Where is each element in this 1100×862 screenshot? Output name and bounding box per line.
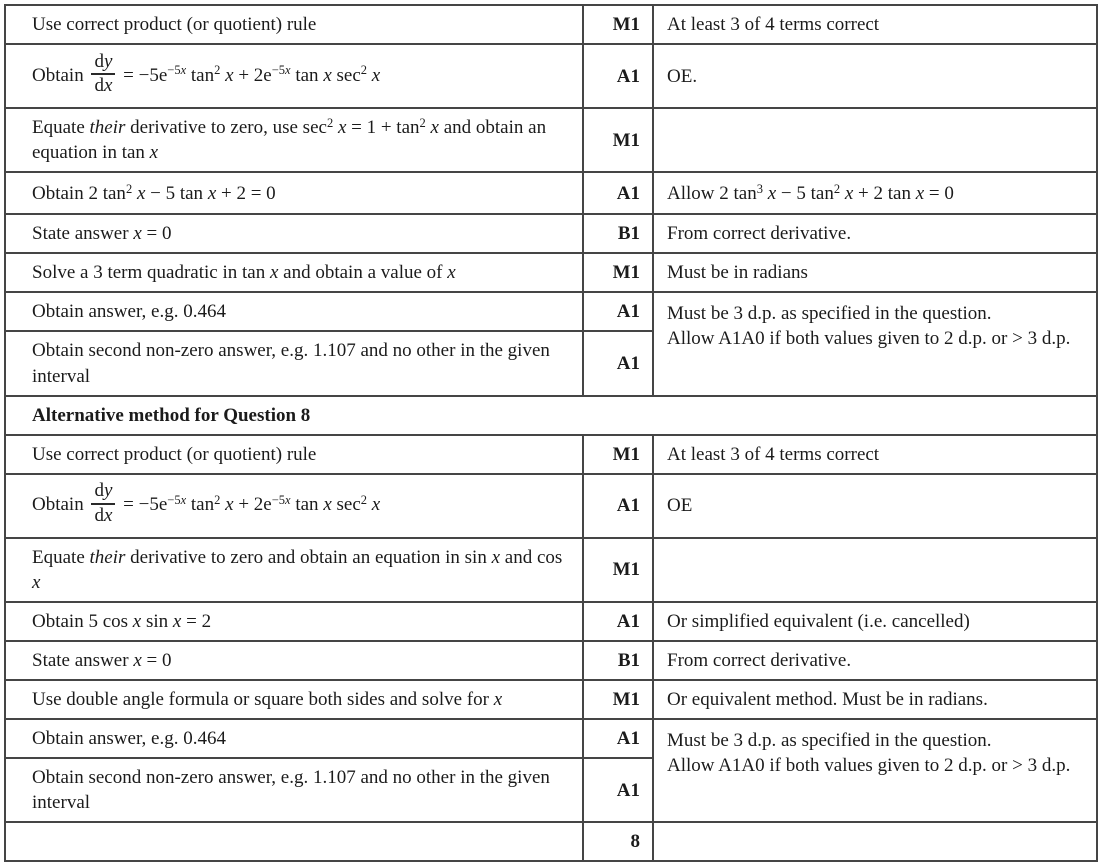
mark-awarded-cell: B1 (583, 641, 653, 680)
alternative-method-header-row (5, 396, 1097, 435)
table-row (5, 253, 1097, 292)
table-row (5, 602, 1097, 641)
table-row (5, 214, 1097, 253)
mark-awarded-cell: M1 (583, 108, 653, 172)
mark-awarded-cell: M1 (583, 538, 653, 602)
mark-awarded-cell: M1 (583, 680, 653, 719)
guidance-cell: Allow 2 $\tan^3 x - 5$ $\tan^2 x + 2$ tan x = 0 (653, 172, 1097, 214)
table-row (5, 44, 1097, 108)
marking-criterion-cell: Use correct product (or quotient) rule (5, 5, 583, 44)
total-row (5, 822, 1097, 861)
marking-criterion-cell: Obtain $\frac{dy}{dx}$ = $-5e^{-5x}$ $\tan^2 x + 2e^{-5x}$ tan x $\sec^2 x$ (5, 474, 583, 538)
marking-criterion-cell: Obtain 2 $\tan^2 x - 5$ tan x + 2 = 0 (5, 172, 583, 214)
guidance-cell: Must be 3 d.p. as specified in the question. Allow A1A0 if both values given to 2 d.p. or > 3 d.p. (653, 292, 1097, 395)
marking-criterion-cell: Use correct product (or quotient) rule (5, 435, 583, 474)
table-row (5, 474, 1097, 538)
guidance-cell (653, 108, 1097, 172)
mark-awarded-cell: A1 (583, 719, 653, 758)
guidance-cell: OE (653, 474, 1097, 538)
mark-awarded-cell: A1 (583, 172, 653, 214)
table-row (5, 719, 1097, 758)
guidance-cell: From correct derivative. (653, 641, 1097, 680)
guidance-cell: From correct derivative. (653, 214, 1097, 253)
guidance-cell: Or equivalent method. Must be in radians. (653, 680, 1097, 719)
guidance-cell: At least 3 of 4 terms correct (653, 5, 1097, 44)
mark-awarded-cell: B1 (583, 214, 653, 253)
mark-awarded-cell: A1 (583, 292, 653, 331)
mark-awarded-cell: A1 (583, 474, 653, 538)
alternative-method-header: Alternative method for Question 8 (5, 396, 1097, 435)
table-row (5, 292, 1097, 331)
guidance-cell: OE. (653, 44, 1097, 108)
marking-criterion-cell: Obtain $\frac{dy}{dx}$ = $-5e^{-5x}$ $\tan^2 x + 2e^{-5x}$ tan x $\sec^2 x$ (5, 44, 583, 108)
mark-awarded-cell: A1 (583, 44, 653, 108)
marking-criterion-cell: Obtain 5 cos x sin x = 2 (5, 602, 583, 641)
total-marks-cell: 8 (583, 822, 653, 861)
guidance-cell (653, 538, 1097, 602)
marking-criterion-cell: Equate their derivative to zero and obtain an equation in sin x and cos x (5, 538, 583, 602)
table-row (5, 5, 1097, 44)
guidance-cell: At least 3 of 4 terms correct (653, 435, 1097, 474)
marking-criterion-cell: State answer x = 0 (5, 641, 583, 680)
table-row (5, 641, 1097, 680)
guidance-cell: Or simplified equivalent (i.e. cancelled) (653, 602, 1097, 641)
mark-awarded-cell: A1 (583, 331, 653, 395)
marking-criterion-cell (5, 822, 583, 861)
table-row (5, 538, 1097, 602)
marking-criterion-cell: Obtain answer, e.g. 0.464 (5, 719, 583, 758)
guidance-cell: Must be in radians (653, 253, 1097, 292)
table-row (5, 680, 1097, 719)
mark-awarded-cell: M1 (583, 5, 653, 44)
marking-criterion-cell: Obtain second non-zero answer, e.g. 1.107 and no other in the given interval (5, 758, 583, 822)
table-row (5, 108, 1097, 172)
marking-criterion-cell: State answer x = 0 (5, 214, 583, 253)
marking-criterion-cell: Obtain second non-zero answer, e.g. 1.107 and no other in the given interval (5, 331, 583, 395)
marking-criterion-cell: Use double angle formula or square both sides and solve for x (5, 680, 583, 719)
table-row (5, 435, 1097, 474)
mark-awarded-cell: M1 (583, 435, 653, 474)
guidance-cell: Must be 3 d.p. as specified in the question. Allow A1A0 if both values given to 2 d.p. or > 3 d.p. (653, 719, 1097, 822)
mark-scheme-table (4, 4, 1098, 862)
marking-criterion-cell: Solve a 3 term quadratic in tan x and obtain a value of x (5, 253, 583, 292)
page (0, 4, 1100, 853)
mark-awarded-cell: M1 (583, 253, 653, 292)
marking-criterion-cell: Obtain answer, e.g. 0.464 (5, 292, 583, 331)
table-row (5, 172, 1097, 214)
marking-criterion-cell: Equate their derivative to zero, use $\sec^2 x = 1 + \tan^2 x$ and obtain an equation in tan x (5, 108, 583, 172)
mark-awarded-cell: A1 (583, 758, 653, 822)
guidance-cell (653, 822, 1097, 861)
mark-awarded-cell: A1 (583, 602, 653, 641)
